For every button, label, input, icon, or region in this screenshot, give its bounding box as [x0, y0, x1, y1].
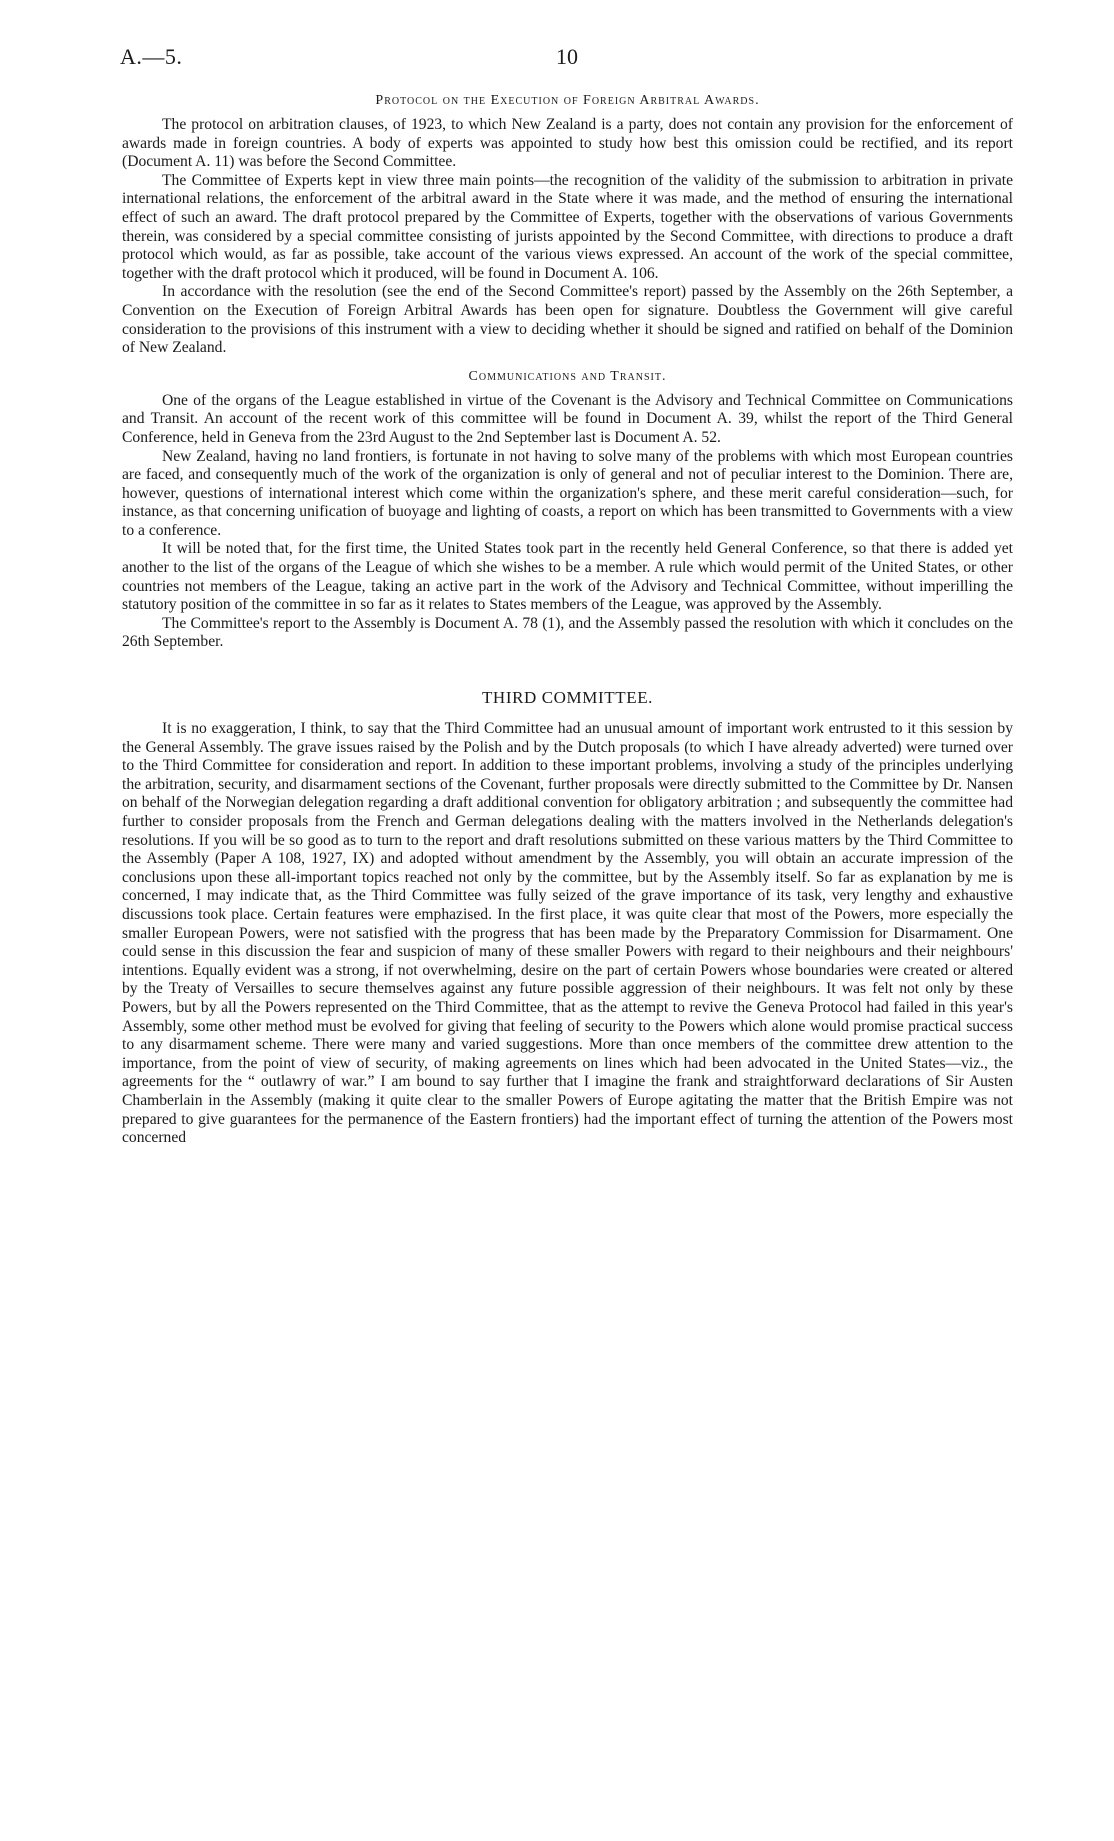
- page-body: [122, 92, 1013, 1148]
- document-reference: A.—5.: [120, 44, 183, 69]
- section-communications-and-transit: [122, 368, 1013, 652]
- section-heading: THIRD COMMITTEE.: [481, 688, 654, 708]
- section-heading: Communications and Transit.: [468, 368, 667, 384]
- page-number: 10: [556, 44, 578, 69]
- paragraph: It is no exaggeration, I think, to say that the Third Committee had an unusual amount of important work entrusted to it this session by the General Assembly. The grave issues raised by the Polish and by the Dutch proposals (to which I have already adverted) were turned over to the Third Committee for consideration and report. In addition to these important problems, involving a study of the principles underlying the arbitration, security, and disarmament sections of the Covenant, further proposals were directly submitted to the Committee by Dr. Nansen on behalf of the Norwegian delegation regarding a draft additional convention for obligatory arbitration ; and subsequently the committee had further to consider proposals from the French and German delegations dealing with the matters involved in the Netherlands delegation's resolutions. If you will be so good as to turn to the report and draft resolutions submitted on these various matters by the Third Committee to the Assembly (Paper A 108, 1927, IX) and adopted without amendment by the Assembly, you will obtain an accurate impression of the conclusions upon these all-important topics reached not only by the committee, but by the Assembly itself. So far as explanation by me is concerned, I may indicate that, as the Third Committee was fully seized of the grave importance of its task, very lengthy and exhaustive discussions took place. Certain features were emphazised. In the first place, it was quite clear that most of the Powers, more especially the smaller European Powers, were not satisfied with the progress that has been made by the Preparatory Commission for Disarmament. One could sense in this discussion the fear and suspicion of many of these smaller Powers with regard to their neighbours and their neighbours' intentions. Equally evident was a strong, if not overwhelming, desire on the part of certain Powers whose boundaries were created or altered by the Treaty of Versailles to secure themselves against any future possible aggression of their neighbours. It was felt not only by these Powers, but by all the Powers represented on the Third Committee, that as the attempt to revive the Geneva Protocol had failed in this year's Assembly, some other method must be evolved for giving that feeling of security to the Powers which alone would promise practical success to any disarmament scheme. There were many and varied suggestions. More than once members of the committee drew attention to the importance, from the point of view of security, of making agreements on lines which had been advocated in the United States—viz., the agreements for the “ outlawry of war.” I am bound to say further that I imagine the frank and straightforward declarations of Sir Austen Chamberlain in the Assembly (making it quite clear to the smaller Powers of Europe agitating the matter that the British Empire was not prepared to give guarantees for the permanence of the Eastern frontiers) had the important effect of turning the attention of the Powers most concerned: [122, 720, 1013, 1147]
- page-header: [120, 44, 1014, 74]
- paragraph: One of the organs of the League established in virtue of the Covenant is the Advisory and Technical Committee on Communications and Transit. An account of the recent work of this committee will be found in Document A. 39, whilst the report of the Third General Conference, held in Geneva from the 23rd August to the 2nd September last is Document A. 52.: [122, 391, 1013, 446]
- paragraph: The Committee of Experts kept in view three main points—the recognition of the validity of the submission to arbitration in private international relations, the enforcement of the arbitral award in the State where it was made, and the method of ensuring the international effect of such an award. The draft protocol prepared by the Committee of Experts, together with the observations of various Governments therein, was considered by a special committee consisting of jurists appointed by the Second Committee, with directions to produce a draft protocol which would, as far as possible, take account of the various views expressed. An account of the work of the special committee, together with the draft protocol which it produced, will be found in Document A. 106.: [122, 171, 1013, 282]
- paragraph: In accordance with the resolution (see the end of the Second Committee's report) passed by the Assembly on the 26th September, a Convention on the Execution of Foreign Arbitral Awards has been open for signature. Doubtless the Government will give careful consideration to the provisions of this instrument with a view to deciding whether it should be signed and ratified on behalf of the Dominion of New Zealand.: [122, 283, 1013, 357]
- paragraph: It will be noted that, for the first time, the United States took part in the recently held General Conference, so that there is added yet another to the list of the organs of the League of which she wishes to be a member. A rule which would permit of the United States, or other countries not members of the League, taking an active part in the work of the Advisory and Technical Committee, without imperilling the statutory position of the committee in so far as it relates to States members of the League, was approved by the Assembly.: [122, 540, 1013, 614]
- paragraph: The Committee's report to the Assembly is Document A. 78 (1), and the Assembly passed the resolution with which it concludes on the 26th September.: [122, 614, 1013, 651]
- section-heading: Protocol on the Execution of Foreign Arbitral Awards.: [375, 93, 760, 108]
- paragraph: New Zealand, having no land frontiers, is fortunate in not having to solve many of the problems with which most European countries are faced, and consequently much of the work of the organization is only of general and not of peculiar interest to the Dominion. There are, however, questions of international interest which come within the organization's sphere, and these merit careful consideration—such, for instance, as that concerning unification of buoyage and lighting of coasts, a report on which has been transmitted to Governments with a view to a conference.: [122, 447, 1013, 539]
- section-third-committee: [122, 688, 1013, 1148]
- paragraph: The protocol on arbitration clauses, of 1923, to which New Zealand is a party, does not contain any provision for the enforcement of awards made in foreign countries. A body of experts was appointed to study how best this omission could be rectified, and its report (Document A. 11) was before the Second Committee.: [122, 116, 1013, 171]
- section-protocol-foreign-arbitral-awards: [122, 92, 1013, 358]
